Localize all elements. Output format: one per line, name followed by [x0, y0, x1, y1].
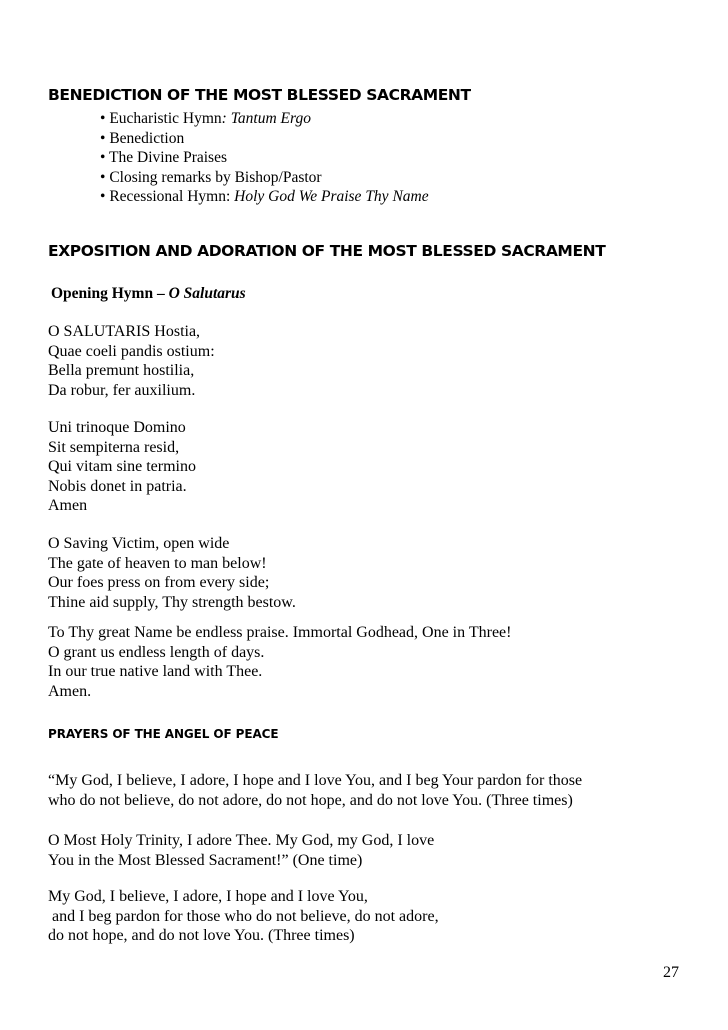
bullet-glyph: • — [100, 149, 106, 166]
opening-hymn-title: Opening Hymn – O Salutarus — [51, 285, 246, 302]
bullet-glyph: • — [100, 188, 106, 205]
bullet-glyph: • — [100, 129, 106, 147]
list-item: • The Divine Praises — [100, 149, 227, 166]
bullet-glyph: • — [100, 168, 106, 186]
exposition-heading: EXPOSITION AND ADORATION OF THE MOST BLESSED SACRAMENT — [48, 242, 606, 260]
angel-prayer-3: My God, I believe, I adore, I hope and I love You, and I beg pardon for those who do not believe, do not adore, do not hope, and do not love You. (Three times) — [48, 888, 439, 945]
benediction-list — [100, 109, 429, 207]
page-number: 27 — [663, 964, 679, 981]
latin-stanza-1: O SALUTARIS Hostia, Quae coeli pandis ostium: Bella premunt hostilia, Da robur, fer auxilium. — [48, 323, 215, 399]
benediction-heading: BENEDICTION OF THE MOST BLESSED SACRAMENT — [48, 86, 471, 104]
list-item: • Recessional Hymn: Holy God We Praise Thy Name — [100, 188, 429, 205]
list-item: • Closing remarks by Bishop/Pastor — [100, 168, 322, 186]
angel-heading: PRAYERS OF THE ANGEL OF PEACE — [48, 727, 279, 741]
list-item: • Benediction — [100, 129, 185, 147]
english-stanza-1: O Saving Victim, open wide The gate of heaven to man below! Our foes press on from every side; Thine aid supply, Thy strength bestow. — [48, 535, 296, 611]
angel-prayer-1: “My God, I believe, I adore, I hope and I love You, and I beg Your pardon for those who do not believe, do not adore, do not hope, and do not love You. (Three times) — [48, 772, 583, 809]
latin-stanza-2: Uni trinoque Domino Sit sempiterna resid, Qui vitam sine termino Nobis donet in patria. Amen — [48, 419, 196, 515]
bullet-glyph: • — [100, 110, 106, 127]
list-item: • Eucharistic Hymn: Tantum Ergo — [100, 110, 311, 127]
english-stanza-2: To Thy great Name be endless praise. Immortal Godhead, One in Three! O grant us endless length of days. In our true native land with Thee. Amen. — [48, 624, 512, 700]
angel-prayer-2: O Most Holy Trinity, I adore Thee. My God, my God, I love You in the Most Blessed Sacrament!” (One time) — [48, 832, 435, 869]
